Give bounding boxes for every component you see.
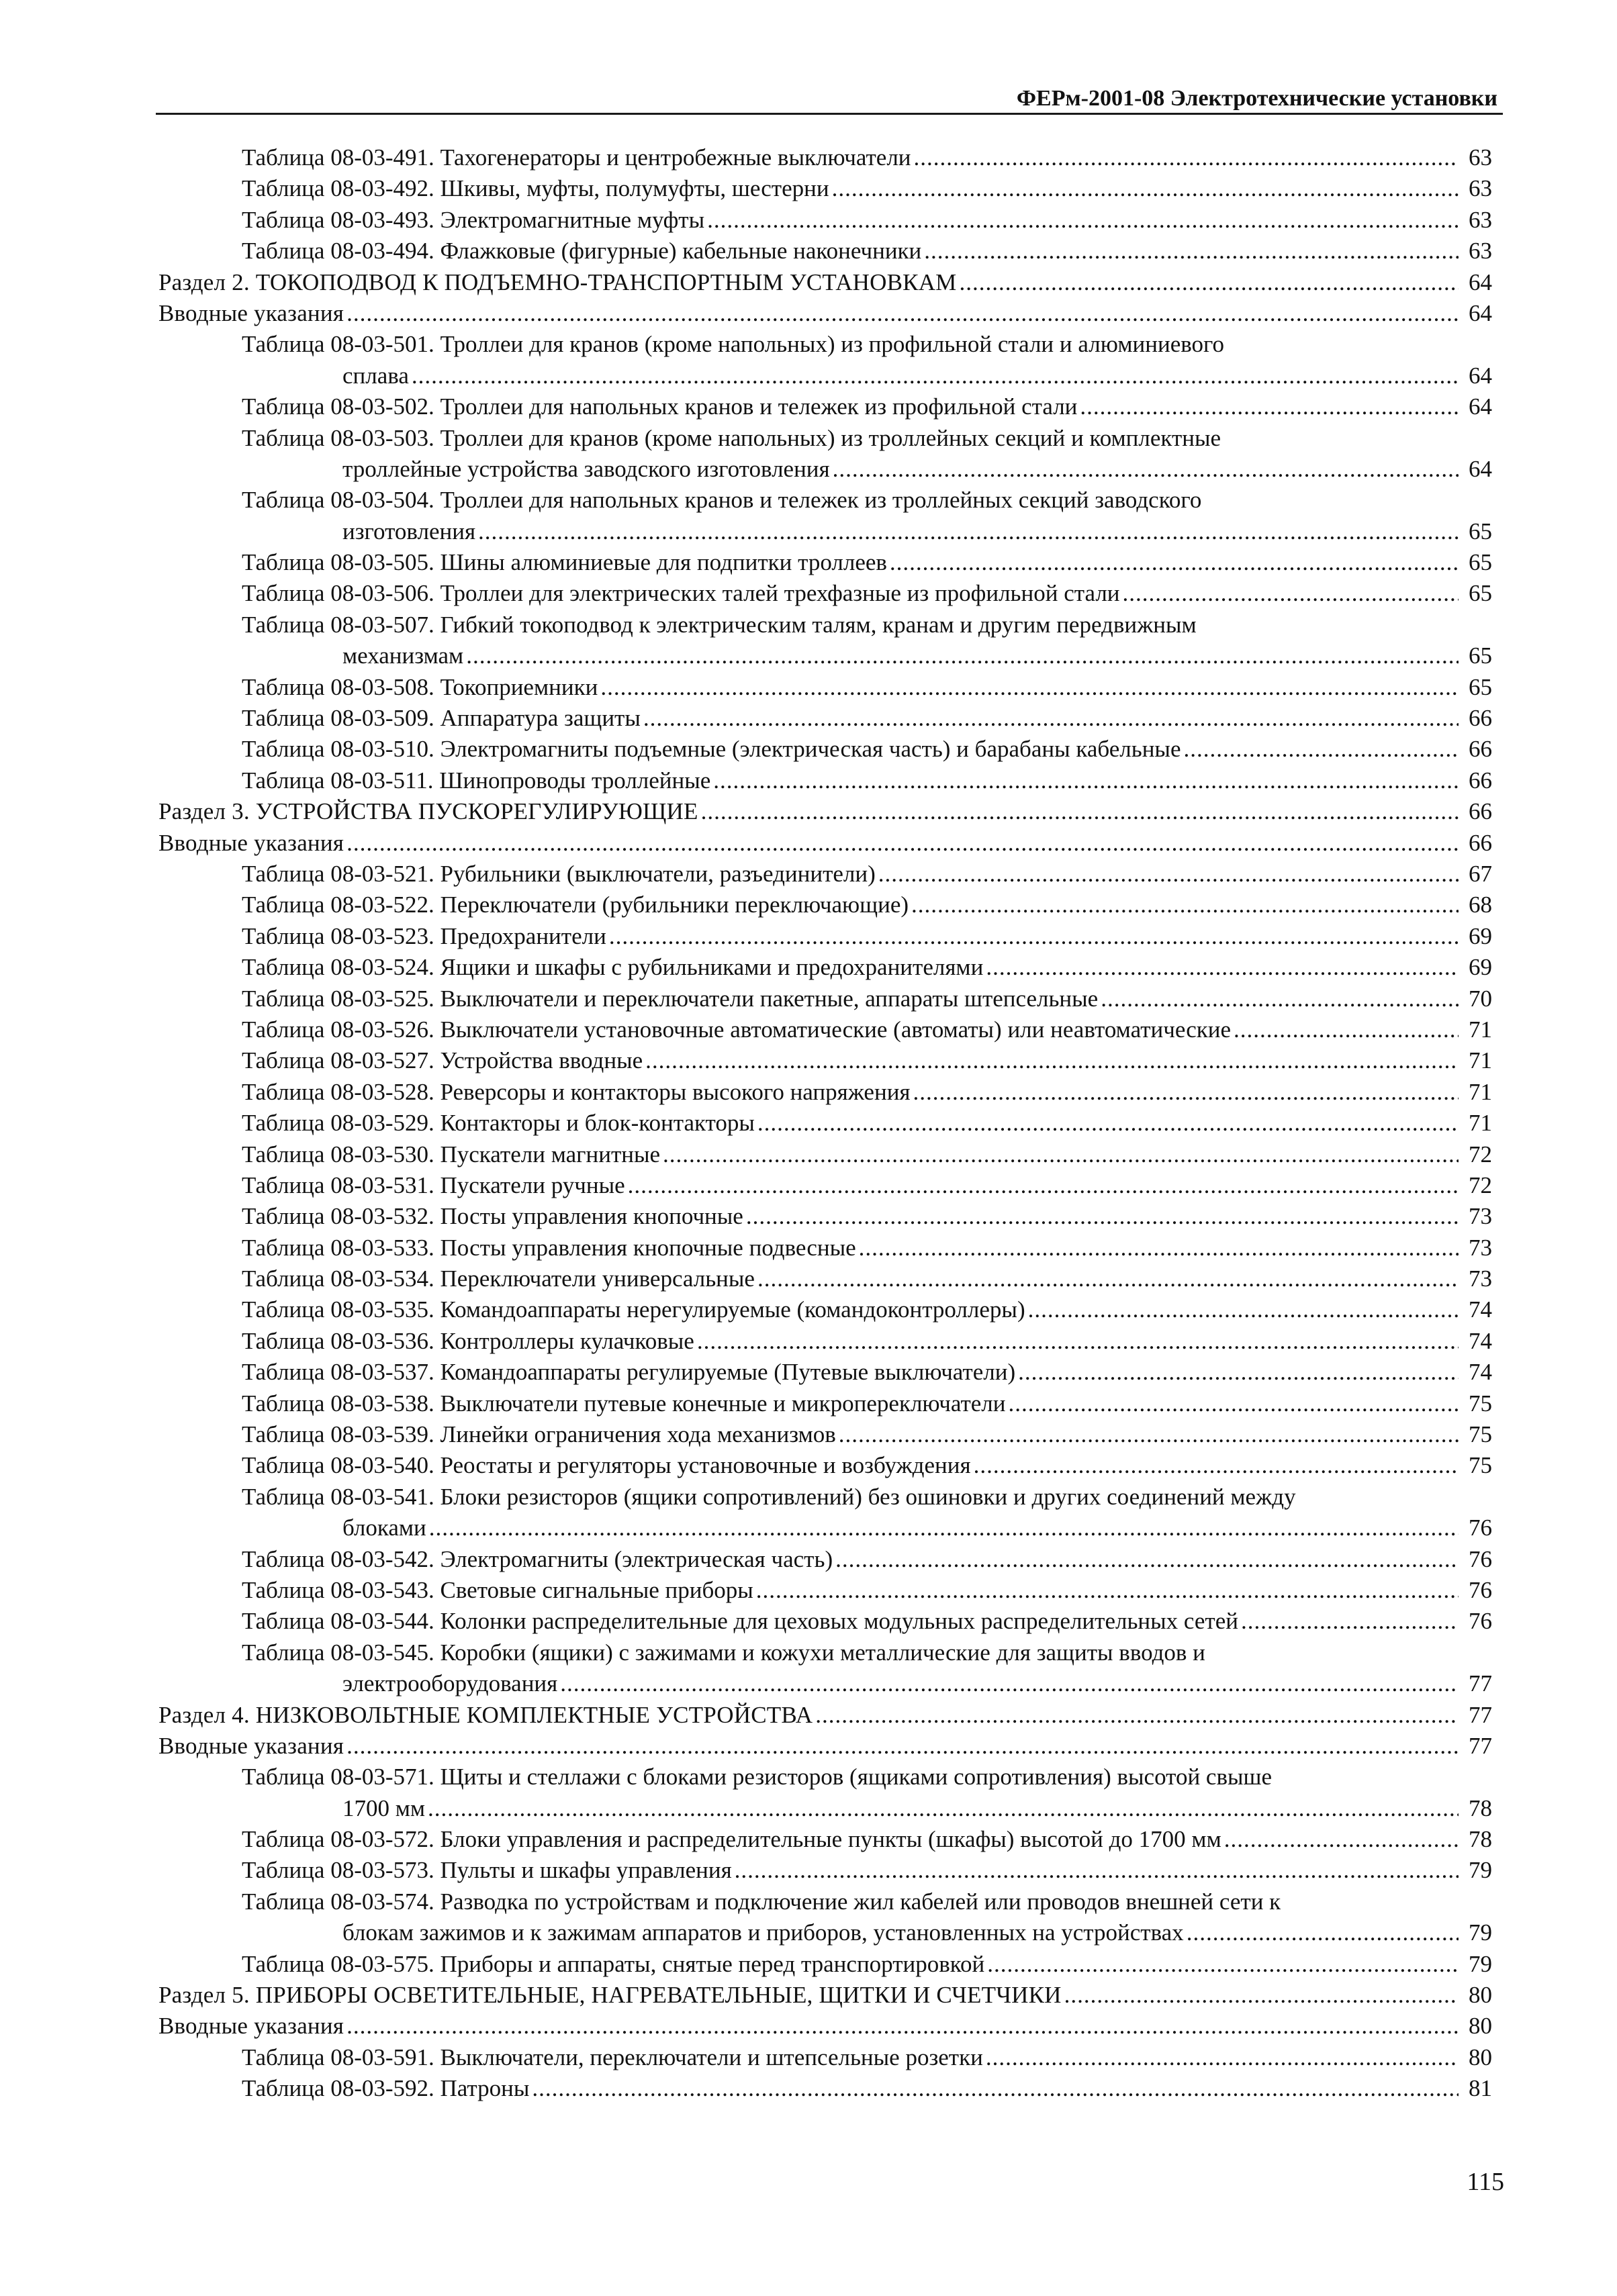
dot-leader [835,1544,1459,1575]
toc-entry-page: 75 [1469,1421,1492,1448]
dot-leader [346,2011,1459,2042]
toc-table-entry[interactable] [158,1233,1492,1263]
toc-table-entry[interactable] [158,703,1492,734]
dot-leader [757,1263,1459,1294]
toc-entry-page: 67 [1469,860,1492,887]
toc-entry-row [242,1233,1492,1263]
toc-entry-title: Таблица 08-03-492. Шкивы, муфты, полумуфты, шестерни [242,175,829,202]
toc-entry-title: Таблица 08-03-530. Пускатели магнитные [242,1141,661,1167]
toc-entry-row [242,454,1492,485]
toc-entry-title: Вводные указания [158,1732,344,1759]
dot-leader [429,1513,1459,1543]
toc-table-entry[interactable] [158,1419,1492,1450]
toc-table-entry[interactable] [158,890,1492,920]
toc-table-entry[interactable] [158,984,1492,1014]
toc-entry-page: 72 [1469,1171,1492,1198]
dot-leader [609,921,1459,952]
toc-entry-row [242,1606,1492,1637]
toc-entry-title: электрооборудования [342,1670,558,1697]
toc-entry-title: Таблица 08-03-509. Аппаратура защиты [242,705,641,732]
dot-leader [663,1139,1459,1170]
dot-leader [643,703,1459,734]
toc-entry-title: Таблица 08-03-506. Троллеи для электрических талей трехфазные из профильной стали [242,580,1120,607]
toc-table-entry[interactable] [158,1108,1492,1139]
toc-entry-page: 76 [1469,1576,1492,1603]
toc-entry-title: Таблица 08-03-534. Переключатели универсальные [242,1265,755,1292]
toc-table-entry[interactable] [158,952,1492,983]
toc-entry-row [242,1513,1492,1543]
dot-leader [878,859,1459,890]
toc-table-entry[interactable] [158,1949,1492,1980]
toc-entry-page: 78 [1469,1826,1492,1853]
toc-entry-row [242,142,1492,173]
toc-entry-title: Таблица 08-03-592. Патроны [242,2075,530,2102]
toc-entry-row [242,1917,1492,1948]
toc-table-entry[interactable] [158,1388,1492,1419]
toc-entry-page: 65 [1469,642,1492,669]
toc-entry-title: Таблица 08-03-511. Шинопроводы троллейные [242,767,711,794]
toc-section-entry[interactable] [158,796,1492,827]
dot-leader [1187,1917,1459,1948]
toc-entry-row [242,952,1492,983]
dot-leader [560,1668,1459,1699]
toc-section-entry[interactable] [158,1700,1492,1731]
toc-entry-row [242,547,1492,578]
toc-entry-title-line: Таблица 08-03-503. Троллеи для кранов (кроме напольных) из троллейных секций и комплектные [242,424,1221,451]
toc-entry-page: 80 [1469,2013,1492,2040]
dot-leader [757,1108,1459,1139]
toc-entry-title: Таблица 08-03-591. Выключатели, переключатели и штепсельные розетки [242,2044,983,2070]
toc-entry-row [158,1700,1492,1731]
toc-entry-page: 74 [1469,1327,1492,1354]
toc-entry-title: Таблица 08-03-510. Электромагниты подъемные (электрическая часть) и барабаны кабельные [242,736,1181,763]
toc-entry-page: 66 [1469,798,1492,825]
dot-leader [839,1419,1459,1450]
toc-entry-page: 75 [1469,1390,1492,1417]
toc-entry-row [242,205,1492,236]
header-title: ФЕРм-2001-08 Электротехнические установки [1016,86,1497,111]
toc-entry-row [242,1357,1492,1388]
dot-leader [890,547,1459,578]
toc-entry-title: Раздел 5. ПРИБОРЫ ОСВЕТИТЕЛЬНЫЕ, НАГРЕВАТЕЛЬНЫЕ, ЩИТКИ И СЧЕТЧИКИ [158,1982,1062,2009]
toc-table-entry[interactable] [158,485,1492,547]
toc-table-entry[interactable] [158,547,1492,578]
dot-leader [746,1201,1459,1232]
toc-table-entry[interactable] [158,1045,1492,1076]
toc-entry-row [242,2042,1492,2073]
toc-entry-row [242,391,1492,422]
toc-entry-page: 79 [1469,1950,1492,1977]
toc-entry-title: Таблица 08-03-522. Переключатели (рубильники переключающие) [242,892,909,918]
toc-entry-page: 65 [1469,580,1492,607]
toc-entry-page: 76 [1469,1608,1492,1635]
toc-entry-row [242,1045,1492,1076]
toc-entry-page: 69 [1469,954,1492,981]
toc-table-entry[interactable] [158,1077,1492,1108]
dot-leader [914,142,1459,173]
table-of-contents [158,142,1492,2105]
toc-table-entry[interactable] [158,1606,1492,1637]
toc-entry-row [242,578,1492,609]
dot-leader [911,890,1459,920]
toc-section-entry[interactable] [158,828,1492,859]
toc-entry-row [158,796,1492,827]
dot-leader [707,205,1459,236]
toc-table-entry[interactable] [158,578,1492,609]
toc-entry-row [158,267,1492,298]
toc-entry-title: Раздел 4. НИЗКОВОЛЬТНЫЕ КОМПЛЕКТНЫЕ УСТРОЙСТВА [158,1701,813,1728]
dot-leader [859,1233,1459,1263]
toc-entry-row [242,1388,1492,1419]
dot-leader [428,1793,1459,1824]
toc-table-entry[interactable] [158,1482,1492,1544]
toc-entry-row [242,173,1492,204]
dot-leader [532,2073,1459,2104]
toc-entry-row [242,703,1492,734]
toc-entry-title: Таблица 08-03-544. Колонки распределительные для цеховых модульных распределительных сетей [242,1608,1238,1635]
dot-leader [815,1700,1459,1731]
toc-entry-page: 80 [1469,2044,1492,2070]
toc-entry-title: Таблица 08-03-575. Приборы и аппараты, снятые перед транспортировкой [242,1950,985,1977]
toc-entry-page: 81 [1469,2075,1492,2102]
toc-entry-page: 77 [1469,1732,1492,1759]
dot-leader [960,267,1459,298]
toc-entry-title: Таблица 08-03-539. Линейки ограничения хода механизмов [242,1421,836,1448]
dot-leader [478,516,1459,547]
toc-entry-page: 75 [1469,1452,1492,1479]
toc-entry-row [242,1544,1492,1575]
toc-entry-title: Таблица 08-03-533. Посты управления кнопочные подвесные [242,1234,856,1261]
toc-entry-title: Таблица 08-03-542. Электромагниты (электрическая часть) [242,1545,833,1572]
toc-table-entry[interactable] [158,672,1492,703]
dot-leader [987,1949,1459,1980]
toc-entry-page: 64 [1469,362,1492,389]
toc-entry-title: Таблица 08-03-521. Рубильники (выключатели, разъединители) [242,860,876,887]
toc-entry-page: 74 [1469,1296,1492,1323]
toc-entry-title: Вводные указания [158,299,344,326]
toc-entry-title: Таблица 08-03-572. Блоки управления и распределительные пункты (шкафы) высотой до 1700 мм [242,1826,1221,1853]
toc-entry-row [242,1668,1492,1699]
toc-entry-title: Таблица 08-03-543. Световые сигнальные приборы [242,1576,753,1603]
dot-leader [986,2042,1459,2073]
toc-entry-title: Таблица 08-03-502. Троллеи для напольных кранов и тележек из профильной стали [242,393,1078,420]
toc-entry-title: Таблица 08-03-573. Пульты и шкафы управления [242,1857,732,1884]
toc-entry-row [242,734,1492,765]
toc-table-entry[interactable] [158,765,1492,796]
toc-entry-row [242,1824,1492,1855]
toc-entry-row [158,1731,1492,1762]
toc-entry-title-line: Таблица 08-03-571. Щиты и стеллажи с блоками резисторов (ящиками сопротивления) высотой свыше [242,1764,1272,1790]
dot-leader [1028,1294,1459,1325]
toc-entry-title: Таблица 08-03-532. Посты управления кнопочные [242,1203,743,1230]
toc-entry-title: сплава [342,362,409,389]
toc-entry-title: Таблица 08-03-540. Реостаты и регуляторы установочные и возбуждения [242,1452,971,1479]
toc-entry-row [242,2073,1492,2104]
toc-table-entry[interactable] [158,1886,1492,1949]
toc-entry-row [242,890,1492,920]
toc-entry-page: 73 [1469,1265,1492,1292]
toc-entry-row [242,1419,1492,1450]
toc-entry-page: 76 [1469,1515,1492,1541]
toc-table-entry[interactable] [158,1014,1492,1045]
toc-entry-row [242,236,1492,267]
toc-table-entry[interactable] [158,734,1492,765]
toc-entry-title: Таблица 08-03-525. Выключатели и переключатели пакетные, аппараты штепсельные [242,985,1099,1012]
toc-table-entry[interactable] [158,329,1492,391]
toc-entry-row [242,921,1492,952]
toc-section-entry[interactable] [158,2011,1492,2042]
running-header [156,82,1503,115]
toc-entry-title: троллейные устройства заводского изготовления [342,455,830,482]
toc-entry-title: Вводные указания [158,2013,344,2040]
toc-entry-page: 64 [1469,269,1492,295]
toc-section-entry[interactable] [158,1731,1492,1762]
toc-entry-row [242,1139,1492,1170]
dot-leader [833,454,1459,485]
dot-leader [1241,1606,1459,1637]
dot-leader [697,1326,1459,1357]
toc-table-entry[interactable] [158,1762,1492,1824]
toc-table-entry[interactable] [158,1263,1492,1294]
toc-entry-page: 66 [1469,829,1492,856]
toc-table-entry[interactable] [158,1326,1492,1357]
dot-leader [1183,734,1459,765]
dot-leader [1123,578,1459,609]
toc-entry-row [242,640,1492,671]
toc-entry-row [242,1108,1492,1139]
dot-leader [466,640,1459,671]
toc-entry-row [242,361,1492,391]
toc-entry-page: 74 [1469,1359,1492,1386]
toc-section-entry[interactable] [158,267,1492,298]
dot-leader [974,1450,1459,1481]
toc-entry-row [242,1450,1492,1481]
toc-entry-row [242,859,1492,890]
toc-entry-row [242,1326,1492,1357]
toc-entry-row [242,672,1492,703]
toc-entry-row [242,1077,1492,1108]
toc-entry-title: Таблица 08-03-536. Контроллеры кулачковые [242,1327,694,1354]
toc-entry-row [158,298,1492,329]
toc-entry-row [158,2011,1492,2042]
dot-leader [346,828,1459,859]
toc-entry-title: Таблица 08-03-524. Ящики и шкафы с рубильниками и предохранителями [242,954,984,981]
toc-entry-row [242,1263,1492,1294]
toc-entry-page: 77 [1469,1670,1492,1697]
dot-leader [1064,1980,1459,2011]
toc-entry-page: 78 [1469,1795,1492,1821]
dot-leader [713,765,1459,796]
toc-entry-page: 76 [1469,1545,1492,1572]
toc-table-entry[interactable] [158,205,1492,236]
dot-leader [756,1575,1459,1606]
toc-entry-row [242,516,1492,547]
toc-table-entry[interactable] [158,423,1492,485]
dot-leader [1080,391,1459,422]
toc-table-entry[interactable] [158,2073,1492,2104]
toc-entry-page: 73 [1469,1234,1492,1261]
toc-entry-row [158,1980,1492,2011]
toc-section-entry[interactable] [158,1980,1492,2011]
toc-table-entry[interactable] [158,1357,1492,1388]
toc-entry-page: 79 [1469,1857,1492,1884]
toc-entry-title: Раздел 2. ТОКОПОДВОД К ПОДЪЕМНО-ТРАНСПОРТНЫМ УСТАНОВКАМ [158,269,957,295]
toc-entry-page: 71 [1469,1078,1492,1105]
toc-table-entry[interactable] [158,1139,1492,1170]
toc-entry-title-line: Таблица 08-03-541. Блоки резисторов (ящики сопротивлений) без ошиновки и других соединений между [242,1483,1296,1510]
toc-entry-title: Таблица 08-03-535. Командоаппараты нерегулируемые (командоконтроллеры) [242,1296,1025,1323]
toc-entry-title: Таблица 08-03-529. Контакторы и блок-контакторы [242,1110,755,1137]
toc-entry-title: Таблица 08-03-505. Шины алюминиевые для подпитки троллеев [242,549,887,576]
toc-entry-page: 70 [1469,985,1492,1012]
toc-table-entry[interactable] [158,1637,1492,1700]
toc-table-entry[interactable] [158,1824,1492,1855]
toc-entry-page: 66 [1469,705,1492,732]
toc-entry-page: 65 [1469,549,1492,576]
dot-leader [412,361,1459,391]
toc-entry-row [242,1575,1492,1606]
toc-entry-page: 68 [1469,892,1492,918]
toc-table-entry[interactable] [158,391,1492,422]
toc-entry-page: 64 [1469,393,1492,420]
dot-leader [346,1731,1459,1762]
toc-table-entry[interactable] [158,2042,1492,2073]
toc-entry-page: 63 [1469,144,1492,171]
toc-table-entry[interactable] [158,921,1492,952]
dot-leader [645,1045,1459,1076]
toc-table-entry[interactable] [158,236,1492,267]
toc-entry-title-line: Таблица 08-03-507. Гибкий токоподвод к электрическим талям, кранам и другим передвижным [242,611,1197,638]
toc-entry-row [242,984,1492,1014]
toc-entry-page: 71 [1469,1047,1492,1074]
toc-entry-title: Таблица 08-03-528. Реверсоры и контакторы высокого напряжения [242,1078,911,1105]
toc-entry-page: 80 [1469,1982,1492,2009]
toc-table-entry[interactable] [158,1450,1492,1481]
dot-leader [628,1170,1459,1201]
toc-table-entry[interactable] [158,142,1492,173]
toc-entry-page: 64 [1469,455,1492,482]
toc-entry-title-line: Таблица 08-03-501. Троллеи для кранов (кроме напольных) из профильной стали и алюминиевого [242,331,1225,358]
toc-entry-row [158,828,1492,859]
toc-entry-page: 63 [1469,175,1492,202]
toc-entry-page: 71 [1469,1016,1492,1043]
toc-entry-row [242,1294,1492,1325]
toc-entry-title: Таблица 08-03-493. Электромагнитные муфты [242,206,705,233]
toc-entry-title: Таблица 08-03-491. Тахогенераторы и центробежные выключатели [242,144,911,171]
toc-entry-title-line: Таблица 08-03-574. Разводка по устройствам и подключение жил кабелей или проводов внешней сети к [242,1888,1281,1915]
dot-leader [924,236,1459,267]
toc-table-entry[interactable] [158,173,1492,204]
toc-entry-title: Таблица 08-03-531. Пускатели ручные [242,1171,625,1198]
toc-table-entry[interactable] [158,1575,1492,1606]
toc-entry-row [242,1201,1492,1232]
toc-table-entry[interactable] [158,1544,1492,1575]
toc-entry-row [242,1793,1492,1824]
toc-entry-title: изготовления [342,518,476,544]
toc-entry-page: 69 [1469,922,1492,949]
toc-entry-page: 63 [1469,238,1492,265]
toc-entry-page: 65 [1469,673,1492,700]
toc-table-entry[interactable] [158,1855,1492,1886]
toc-entry-page: 72 [1469,1141,1492,1167]
dot-leader [913,1077,1459,1108]
toc-entry-title: Раздел 3. УСТРОЙСТВА ПУСКОРЕГУЛИРУЮЩИЕ [158,798,698,825]
dot-leader [735,1855,1459,1886]
toc-entry-title-line: Таблица 08-03-545. Коробки (ящики) с зажимами и кожухи металлические для защиты вводов и [242,1639,1205,1666]
toc-entry-title: блокам зажимов и к зажимам аппаратов и приборов, установленных на устройствах [342,1919,1184,1946]
dot-leader [701,796,1459,827]
toc-entry-row [242,1014,1492,1045]
toc-entry-title: механизмам [342,642,464,669]
dot-leader [1101,984,1459,1014]
toc-entry-title-line: Таблица 08-03-504. Троллеи для напольных кранов и тележек из троллейных секций заводского [242,487,1202,514]
toc-table-entry[interactable] [158,610,1492,672]
toc-entry-row [242,765,1492,796]
toc-table-entry[interactable] [158,859,1492,890]
toc-entry-title: Таблица 08-03-527. Устройства вводные [242,1047,643,1074]
toc-table-entry[interactable] [158,1201,1492,1232]
toc-table-entry[interactable] [158,1170,1492,1201]
toc-entry-page: 65 [1469,518,1492,544]
dot-leader [346,298,1459,329]
toc-entry-title: Таблица 08-03-494. Флажковые (фигурные) кабельные наконечники [242,238,922,265]
toc-entry-row [242,1949,1492,1980]
dot-leader [832,173,1459,204]
dot-leader [1234,1014,1459,1045]
toc-entry-row [242,1170,1492,1201]
toc-entry-page: 66 [1469,736,1492,763]
toc-entry-page: 66 [1469,767,1492,794]
toc-entry-row [242,1855,1492,1886]
dot-leader [986,952,1459,983]
dot-leader [1018,1357,1459,1388]
toc-entry-title: Таблица 08-03-526. Выключатели установочные автоматические (автоматы) или неавтоматические [242,1016,1232,1043]
toc-section-entry[interactable] [158,298,1492,329]
toc-entry-page: 63 [1469,206,1492,233]
toc-entry-page: 64 [1469,299,1492,326]
toc-entry-title: Таблица 08-03-538. Выключатели путевые конечные и микропереключатели [242,1390,1006,1417]
toc-entry-title: Таблица 08-03-537. Командоаппараты регулируемые (Путевые выключатели) [242,1359,1016,1386]
dot-leader [600,672,1459,703]
toc-entry-title: блоками [342,1515,426,1541]
toc-entry-title: Таблица 08-03-523. Предохранители [242,922,606,949]
dot-leader [1009,1388,1459,1419]
toc-entry-title: 1700 мм [342,1795,426,1821]
toc-entry-page: 71 [1469,1110,1492,1137]
page-number: 115 [1467,2168,1504,2196]
toc-table-entry[interactable] [158,1294,1492,1325]
toc-entry-page: 77 [1469,1701,1492,1728]
dot-leader [1224,1824,1459,1855]
toc-entry-page: 79 [1469,1919,1492,1946]
toc-entry-title: Вводные указания [158,829,344,856]
toc-entry-title: Таблица 08-03-508. Токоприемники [242,673,598,700]
toc-entry-page: 73 [1469,1203,1492,1230]
